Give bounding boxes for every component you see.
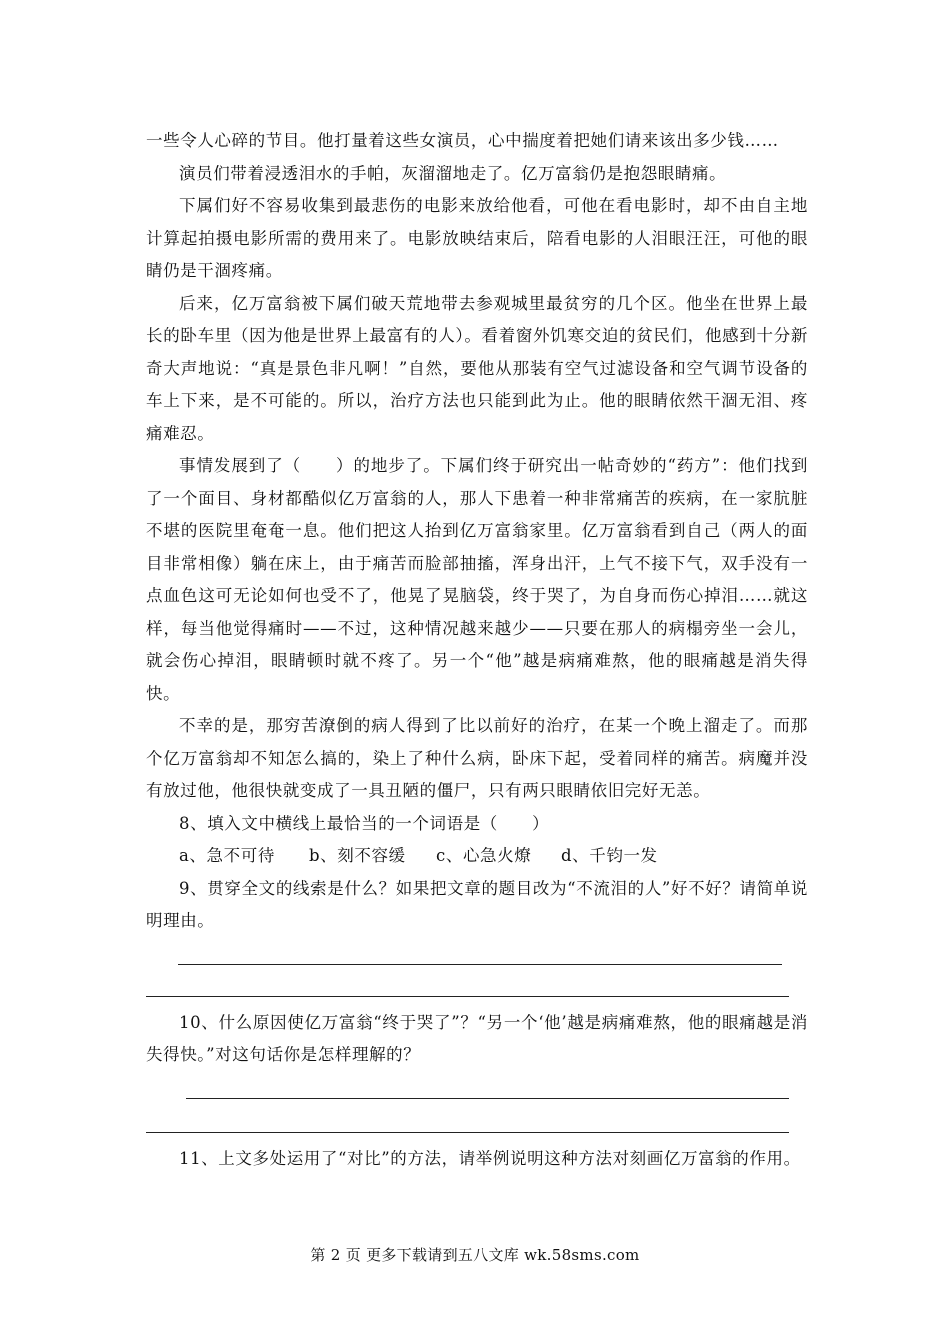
answer-line [146, 996, 789, 997]
answer-line [178, 964, 782, 965]
document-body [146, 125, 808, 1175]
option-b: b、刻不容缓 [309, 846, 406, 865]
paragraph-continuation: 一些令人心碎的节目。他打量着这些女演员，心中揣度着把她们请来该出多少钱…… [146, 131, 779, 150]
paragraph: 事情发展到了（ ）的地步了。下属们终于研究出一帖奇妙的“药方”：他们找到了一个面目、身材都酷似亿万富翁的人，那人下患着一种非常痛苦的疾病，在一家肮脏不堪的医院里奄奄一息。他们把这人抬到亿万富翁家里。亿万富翁看到自己（两人的面目非常相像）躺在床上，由于痛苦而脸部抽搐，浑身出汗，上气不接下气，双手没有一点血色这可无论如何也受不了，他晃了晃脑袋，终于哭了，为自身而伤心掉泪……就这样，每当他觉得痛时——不过，这种情况越来越少——只要在那人的病榻旁坐一会儿，就会伤心掉泪，眼睛顿时就不疼了。另一个“他”越是病痛难熬，他的眼痛越是消失得快。 [146, 456, 808, 703]
option-d: d、千钧一发 [561, 846, 658, 865]
option-c: c、心急火燎 [436, 846, 532, 865]
option-a: a、急不可待 [179, 846, 275, 865]
paragraph: 下属们好不容易收集到最悲伤的电影来放给他看，可他在看电影时，却不由自主地计算起拍摄电影所需的费用来了。电影放映结束后，陪看电影的人泪眼汪汪，可他的眼睛仍是干涸疼痛。 [146, 196, 808, 280]
question-8-options [146, 840, 808, 873]
question-10: 10、什么原因使亿万富翁“终于哭了”？“另一个‘他’越是病痛难熬，他的眼痛越是消失得快。”对这句话你是怎样理解的？ [146, 1012, 808, 1064]
paragraph: 演员们带着浸透泪水的手帕，灰溜溜地走了。亿万富翁仍是抱怨眼睛痛。 [179, 163, 727, 183]
question-8: 8、填入文中横线上最恰当的一个词语是（ ） [179, 813, 550, 833]
answer-line [146, 1132, 789, 1133]
question-11: 11、上文多处运用了“对比”的方法，请举例说明这种方法对刻画亿万富翁的作用。 [179, 1148, 801, 1168]
paragraph: 不幸的是，那穷苦潦倒的病人得到了比以前好的治疗，在某一个晚上溜走了。而那个亿万富翁却不知怎么搞的，染上了种什么病，卧床下起，受着同样的痛苦。病魔并没有放过他，他很快就变成了一具丑陋的僵尸，只有两只眼睛依旧完好无恙。 [146, 716, 808, 800]
paragraph: 后来，亿万富翁被下属们破天荒地带去参观城里最贫穷的几个区。他坐在世界上最长的卧车里（因为他是世界上最富有的人）。看着窗外饥寒交迫的贫民们，他感到十分新奇大声地说：“真是景色非凡啊！”自然，要他从那装有空气过滤设备和空气调节设备的车上下来，是不可能的。所以，治疗方法也只能到此为止。他的眼睛依然干涸无泪、疼痛难忍。 [146, 293, 808, 443]
answer-line [186, 1098, 789, 1099]
question-9: 9、贯穿全文的线索是什么？如果把文章的题目改为“不流泪的人”好不好？请简单说明理由。 [146, 878, 808, 930]
page-footer: 第 2 页 更多下载请到五八文库 wk.58sms.com [310, 1246, 640, 1264]
